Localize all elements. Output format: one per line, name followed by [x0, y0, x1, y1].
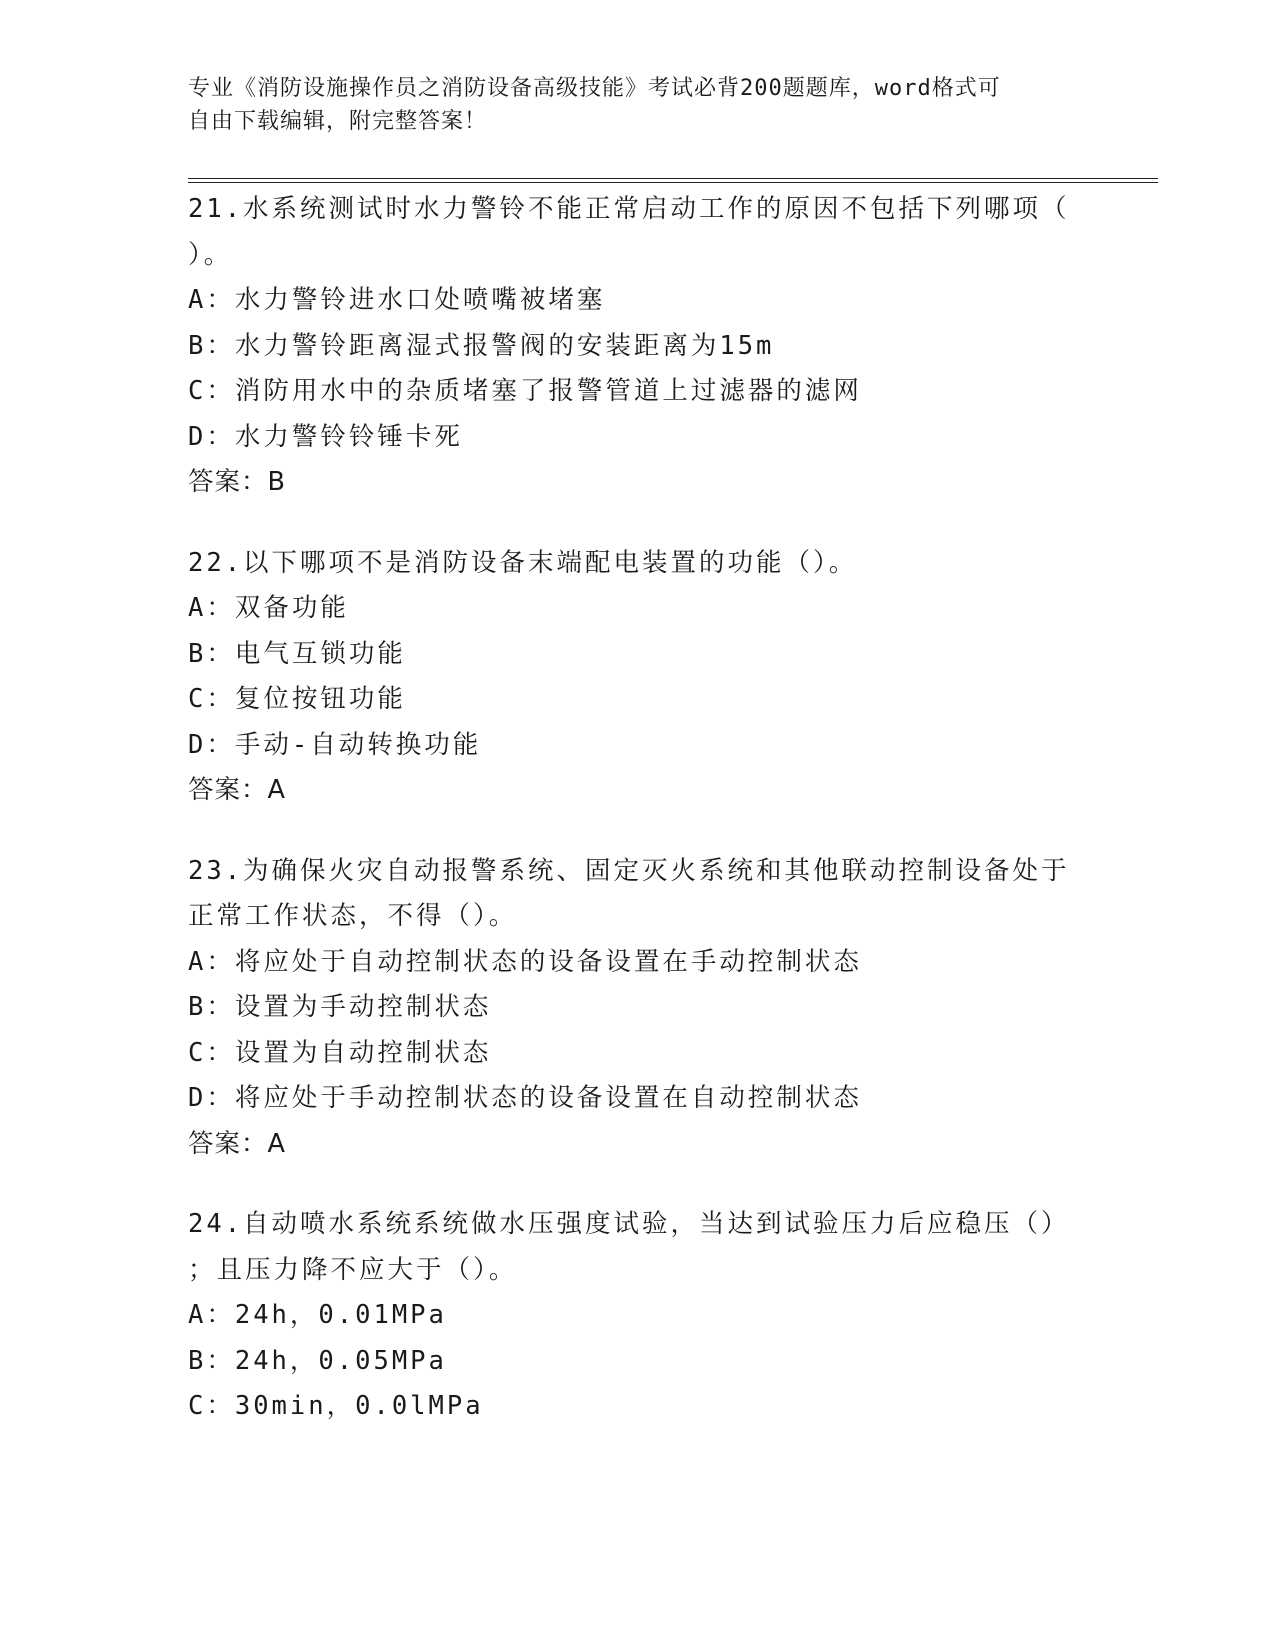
option-c: C：30min，0.0lMPa: [188, 1391, 484, 1421]
question-22: [188, 541, 1088, 814]
option-a: A：水力警铃进水口处喷嘴被堵塞: [188, 285, 606, 315]
question-stem: 22.以下哪项不是消防设备末端配电装置的功能（）。: [188, 547, 858, 578]
question-stem: 21.水系统测试时水力警铃不能正常启动工作的原因不包括下列哪项（: [188, 194, 1070, 224]
question-stem-continued: 正常工作状态，不得（）。: [188, 901, 518, 931]
option-d: D：水力警铃铃锤卡死: [188, 421, 463, 452]
option-b: B：设置为手动控制状态: [188, 992, 492, 1022]
option-c: C：消防用水中的杂质堵塞了报警管道上过滤器的滤网: [188, 376, 862, 406]
header-line-1: 专业《消防设施操作员之消防设备高级技能》考试必背200题题库，word格式可: [188, 76, 1001, 101]
question-stem: 23.为确保火灾自动报警系统、固定灭火系统和其他联动控制设备处于: [188, 855, 1070, 886]
question-23: [188, 849, 1088, 1168]
document-header: [188, 72, 1068, 138]
option-a: A：将应处于自动控制状态的设备设置在手动控制状态: [188, 946, 862, 977]
answer: 答案：A: [188, 1128, 286, 1159]
question-24: [188, 1202, 1088, 1430]
answer: 答案：A: [188, 775, 286, 805]
question-stem-continued: ）。: [188, 239, 233, 270]
option-b: B：水力警铃距离湿式报警阀的安装距离为15m: [188, 330, 775, 361]
option-a: A：24h，0.01MPa: [188, 1300, 447, 1330]
question-stem-continued: ；且压力降不应大于（）。: [188, 1254, 518, 1285]
question-list: [188, 187, 1088, 1465]
option-b: B：24h，0.05MPa: [188, 1345, 447, 1376]
answer: 答案：B: [188, 467, 286, 497]
option-c: C：复位按钮功能: [188, 684, 406, 714]
question-21: [188, 187, 1088, 506]
header-line-2: 自由下载编辑，附完整答案！: [188, 109, 488, 134]
option-b: B：电气互锁功能: [188, 638, 406, 669]
option-d: D：将应处于手动控制状态的设备设置在自动控制状态: [188, 1083, 862, 1113]
question-stem: 24.自动喷水系统系统做水压强度试验，当达到试验压力后应稳压（）: [188, 1209, 1070, 1239]
option-d: D：手动-自动转换功能: [188, 729, 482, 760]
header-divider: [188, 178, 1158, 183]
option-a: A：双备功能: [188, 593, 349, 623]
option-c: C：设置为自动控制状态: [188, 1037, 492, 1068]
